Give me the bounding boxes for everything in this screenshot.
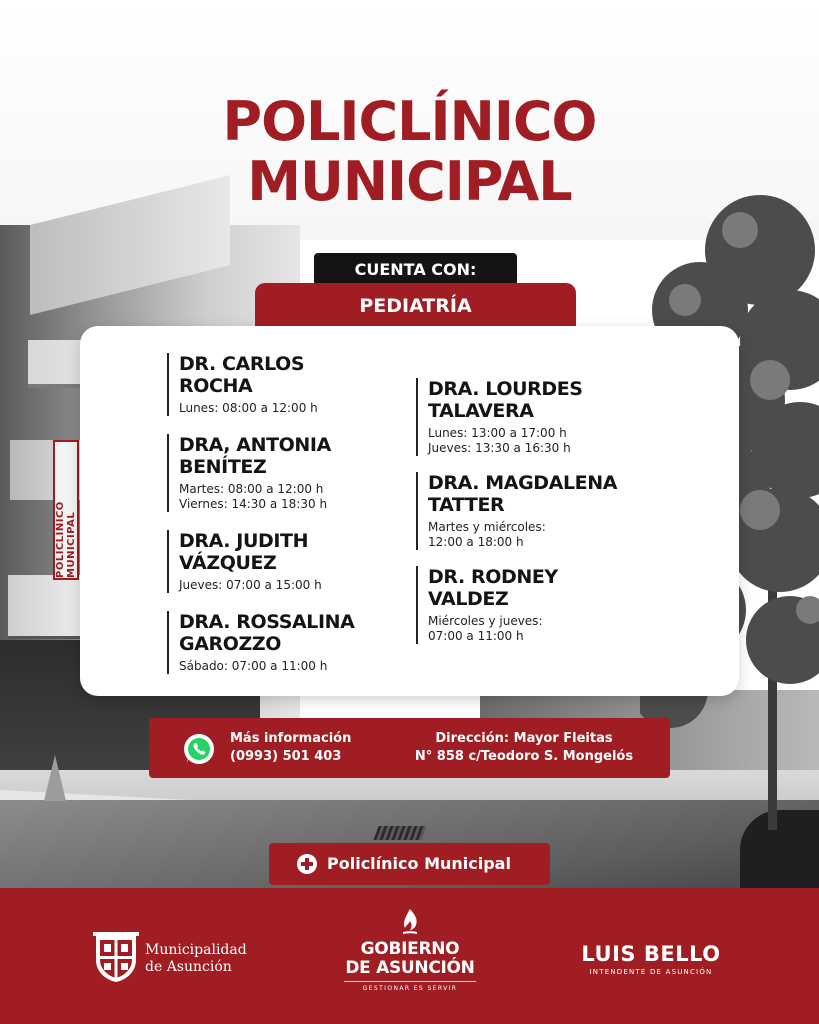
government-logo [336,908,484,993]
doctor-name: DRA, ANTONIA BENÍTEZ [179,434,331,478]
doctor-hours: Martes y miércoles: 12:00 a 18:00 h [428,520,546,549]
doctor-hours: Lunes: 13:00 a 17:00 h Jueves: 13:30 a 16:30 h [428,426,571,455]
doctor-entry [416,378,646,456]
address-line-2: N° 858 c/Teodoro S. Mongelós [414,749,634,764]
policlinico-tag [269,843,550,885]
doctor-entry [416,566,646,644]
address [404,730,644,766]
doctor-name: DRA. JUDITH VÁZQUEZ [179,530,309,574]
doctor-hours: Miércoles y jueves: 07:00 a 11:00 h [428,614,543,643]
phone-number[interactable]: (0993) 501 403 [230,749,342,764]
gov-tagline: GESTIONAR ES SERVIR [362,985,458,992]
policlinico-tag-label: Policlínico Municipal [327,854,511,873]
gov-line-2: DE ASUNCIÓN [345,958,475,978]
doctors-card [80,326,739,696]
doctor-hours: Sábado: 07:00 a 11:00 h [179,659,328,673]
doctor-name: DR. RODNEY VALDEZ [428,566,558,610]
doctor-hours: Lunes: 08:00 a 12:00 h [179,401,318,415]
mayor-name: LUIS BELLO [581,942,721,966]
building-sign: POLICLÍNICO MUNICIPAL [53,440,79,580]
contact-info-bar [149,718,670,778]
more-info [230,730,351,766]
doctor-name: DRA. LOURDES TALAVERA [428,378,583,422]
doctor-entry [167,353,397,416]
traffic-cone [44,755,66,801]
more-info-label: Más información [230,731,352,746]
balcony [8,575,88,639]
storm-drain [373,826,426,840]
doctor-entry [167,611,397,674]
municipality-line-1: Municipalidad [145,942,247,958]
doctor-name: DRA. MAGDALENA TATTER [428,472,618,516]
doctors-column-right [416,378,646,644]
plus-circle-icon [297,854,317,874]
municipality-name [145,942,275,976]
doctor-name: DR. CARLOS ROCHA [179,353,305,397]
doctor-entry [167,530,397,593]
doctor-entry [167,434,397,512]
flame-logo-icon [399,908,421,936]
badge-specialty: PEDIATRÍA [255,283,576,329]
doctors-column-left [167,353,397,674]
mayor-logo [576,942,726,977]
gov-line-1: GOBIERNO [360,939,460,959]
divider [344,981,476,982]
address-line-1: Dirección: Mayor Fleitas [435,731,613,746]
doctor-hours: Martes: 08:00 a 12:00 h Viernes: 14:30 a 18:30 h [179,482,328,511]
coat-of-arms-icon [93,932,139,984]
mayor-title: INTENDENTE DE ASUNCIÓN [589,968,713,976]
doctor-hours: Jueves: 07:00 a 15:00 h [179,578,322,592]
title-line-2: MUNICIPAL [247,150,572,213]
title-line-1: POLICLÍNICO [222,90,597,153]
footer [0,888,819,1024]
whatsapp-icon[interactable] [182,732,216,766]
page-title [0,92,819,212]
doctor-entry [416,472,646,550]
municipality-line-2: de Asunción [145,959,232,975]
badge-cuenta-con: CUENTA CON: [314,253,517,286]
doctor-name: DRA. ROSSALINA GAROZZO [179,611,355,655]
